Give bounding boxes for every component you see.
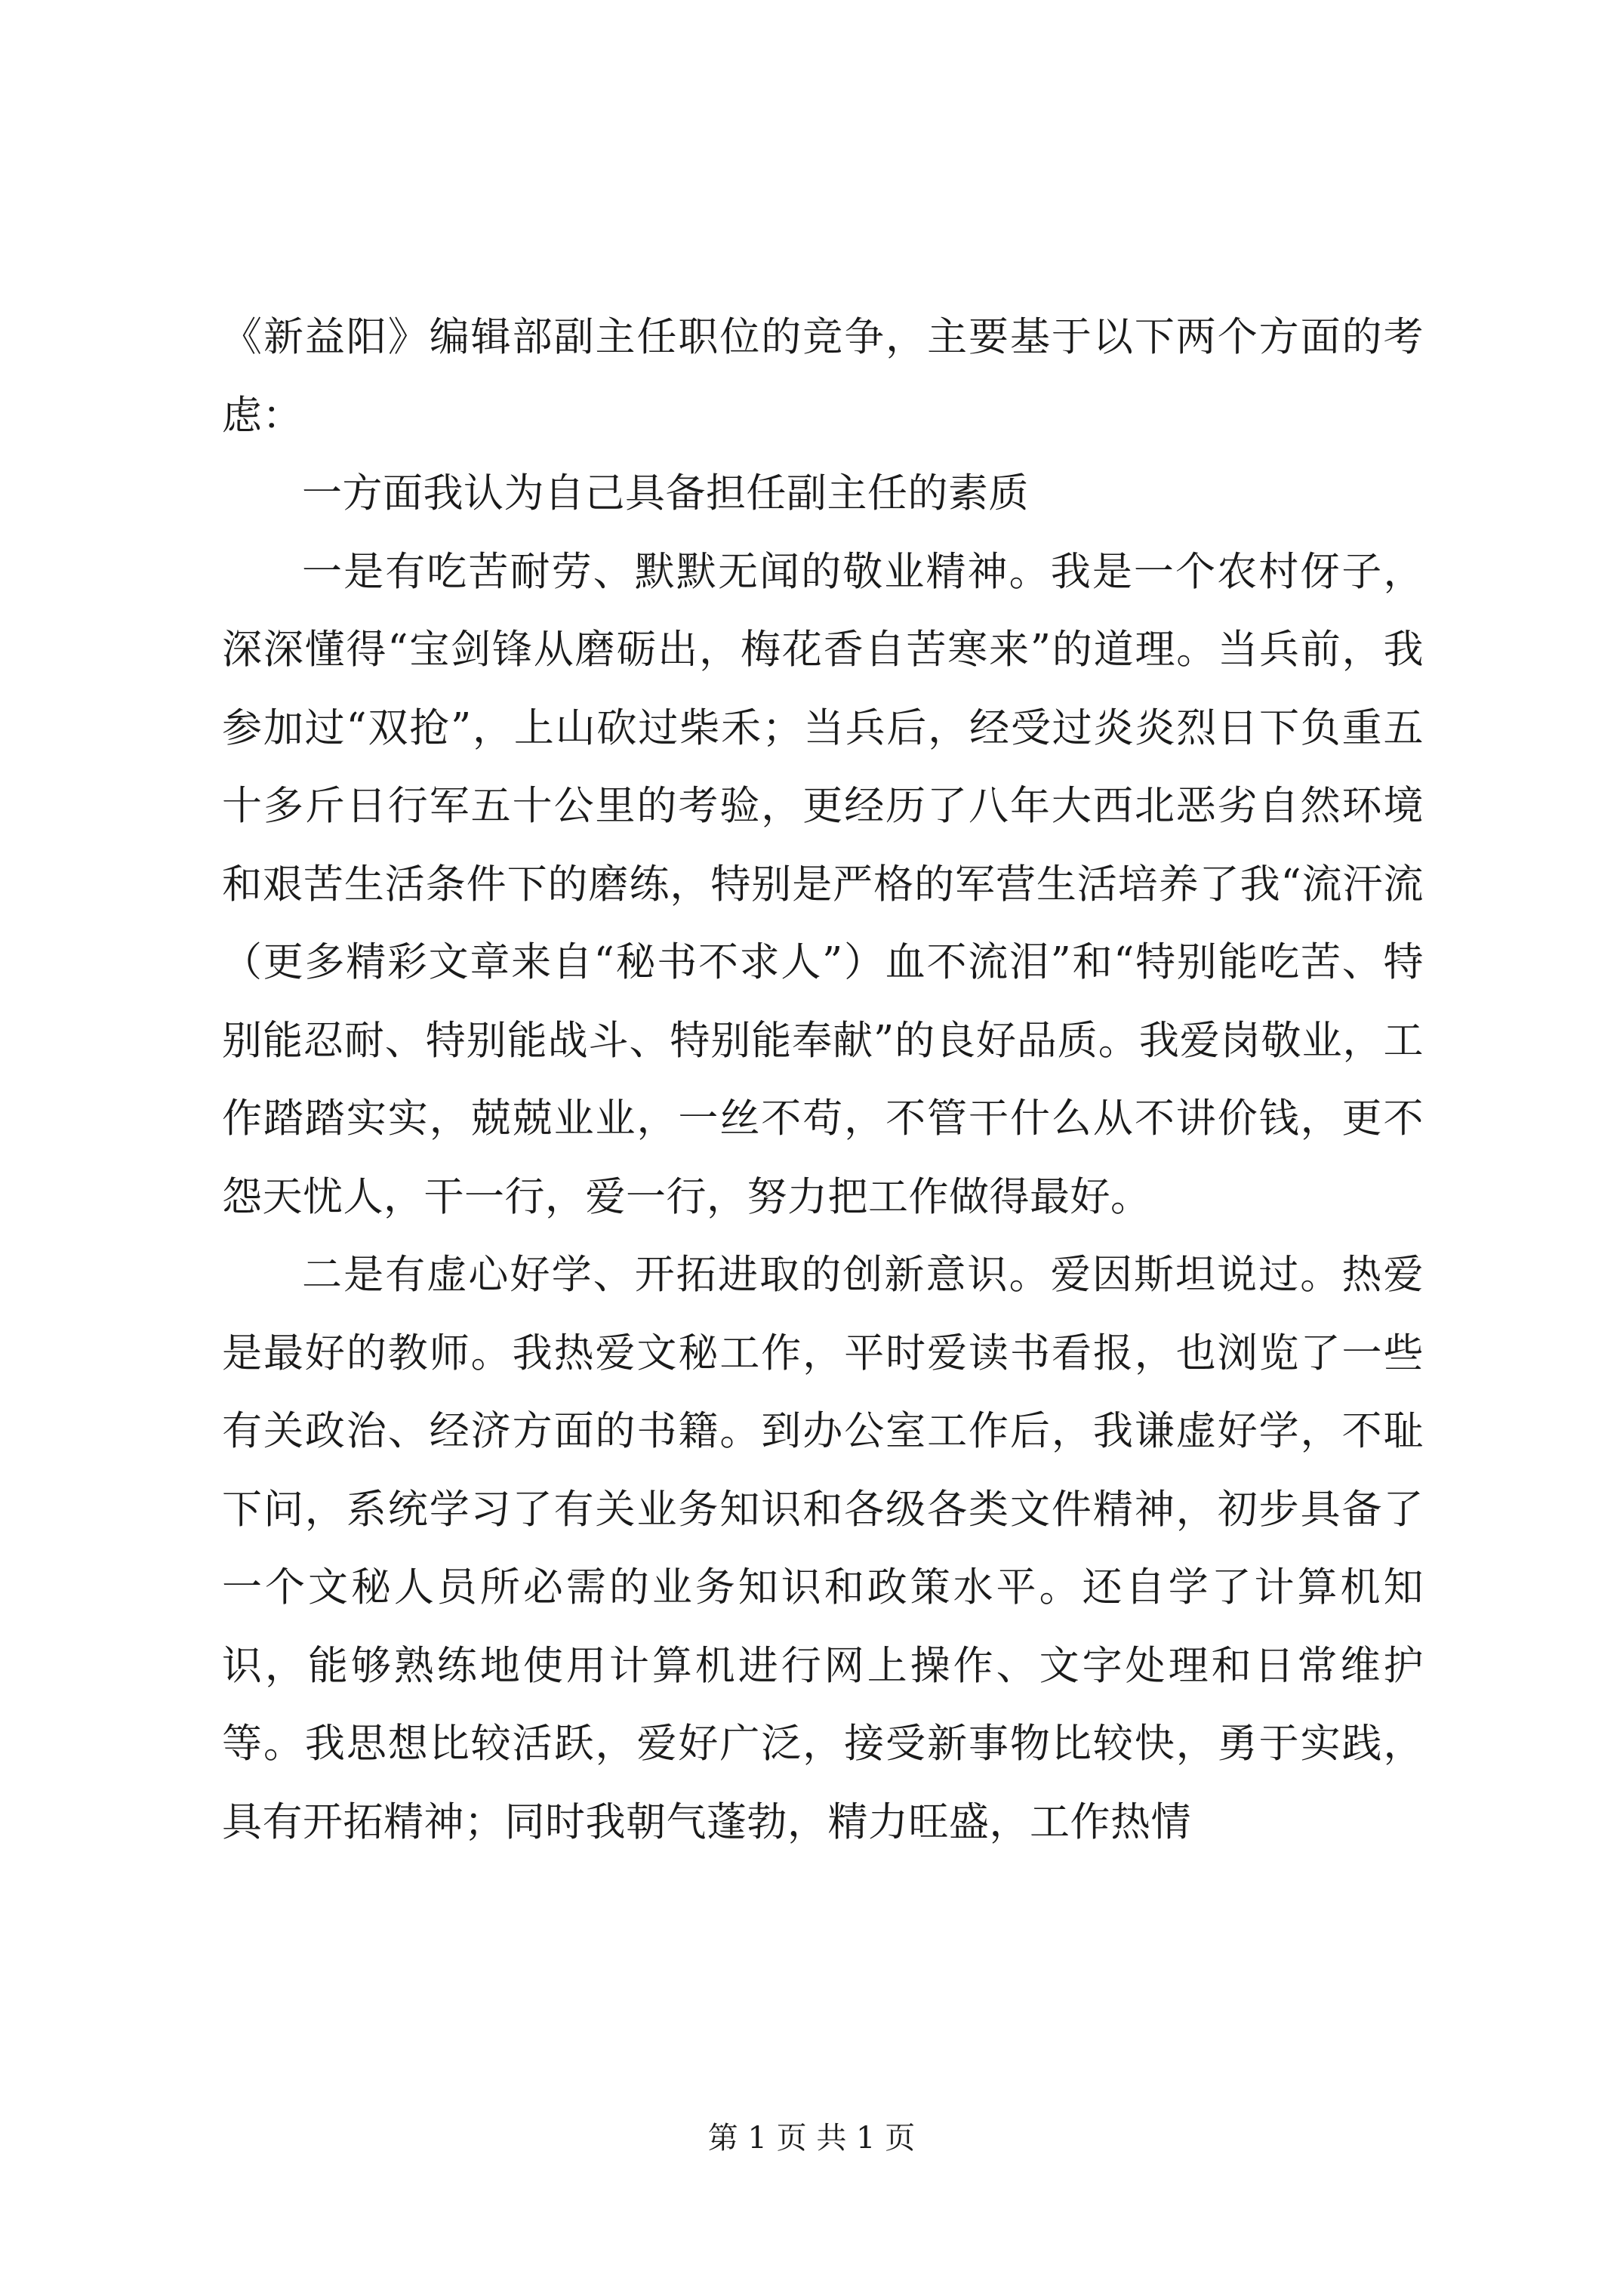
page-footer: 第 1 页 共 1 页	[707, 2121, 916, 2156]
paragraph-point-one: 一是有吃苦耐劳、默默无闻的敬业精神。我是一个农村伢子，深深懂得“宝剑锋从磨砺出，梅花香自苦寒来”的道理。当兵前，我参加过“双抢”，上山砍过柴禾；当兵后，经受过炎炎烈日下负重五十多斤日行军五十公里的考验，更经历了八年大西北恶劣自然环境和艰苦生活条件下的磨练，特别是严格的军营生活培养了我“流汗流（更多精彩文章来自“秘书不求人”）血不流泪”和“特别能吃苦、特别能忍耐、特别能战斗、特别能奉献”的良好品质。我爱岗敬业，工作踏踏实实，兢兢业业，一丝不苟，不管干什么从不讲价钱，更不怨天忧人，干一行，爱一行，努力把工作做得最好。	[222, 548, 1424, 1220]
document-body	[222, 298, 1424, 1861]
paragraph-section-heading: 一方面我认为自己具备担任副主任的素质	[302, 470, 1029, 516]
paragraph-intro: 《新益阳》编辑部副主任职位的竞争，主要基于以下两个方面的考虑：	[222, 314, 1424, 439]
paragraph-point-two: 二是有虚心好学、开拓进取的创新意识。爱因斯坦说过。热爱是最好的教师。我热爱文秘工作，平时爱读书看报，也浏览了一些有关政治、经济方面的书籍。到办公室工作后，我谦虚好学，不耻下问，系统学习了有关业务知识和各级各类文件精神，初步具备了一个文秘人员所必需的业务知识和政策水平。还自学了计算机知识，能够熟练地使用计算机进行网上操作、文字处理和日常维护等。我思想比较活跃，爱好广泛，接受新事物比较快，勇于实践，具有开拓精神；同时我朝气蓬勃，精力旺盛，工作热情	[222, 1252, 1424, 1845]
